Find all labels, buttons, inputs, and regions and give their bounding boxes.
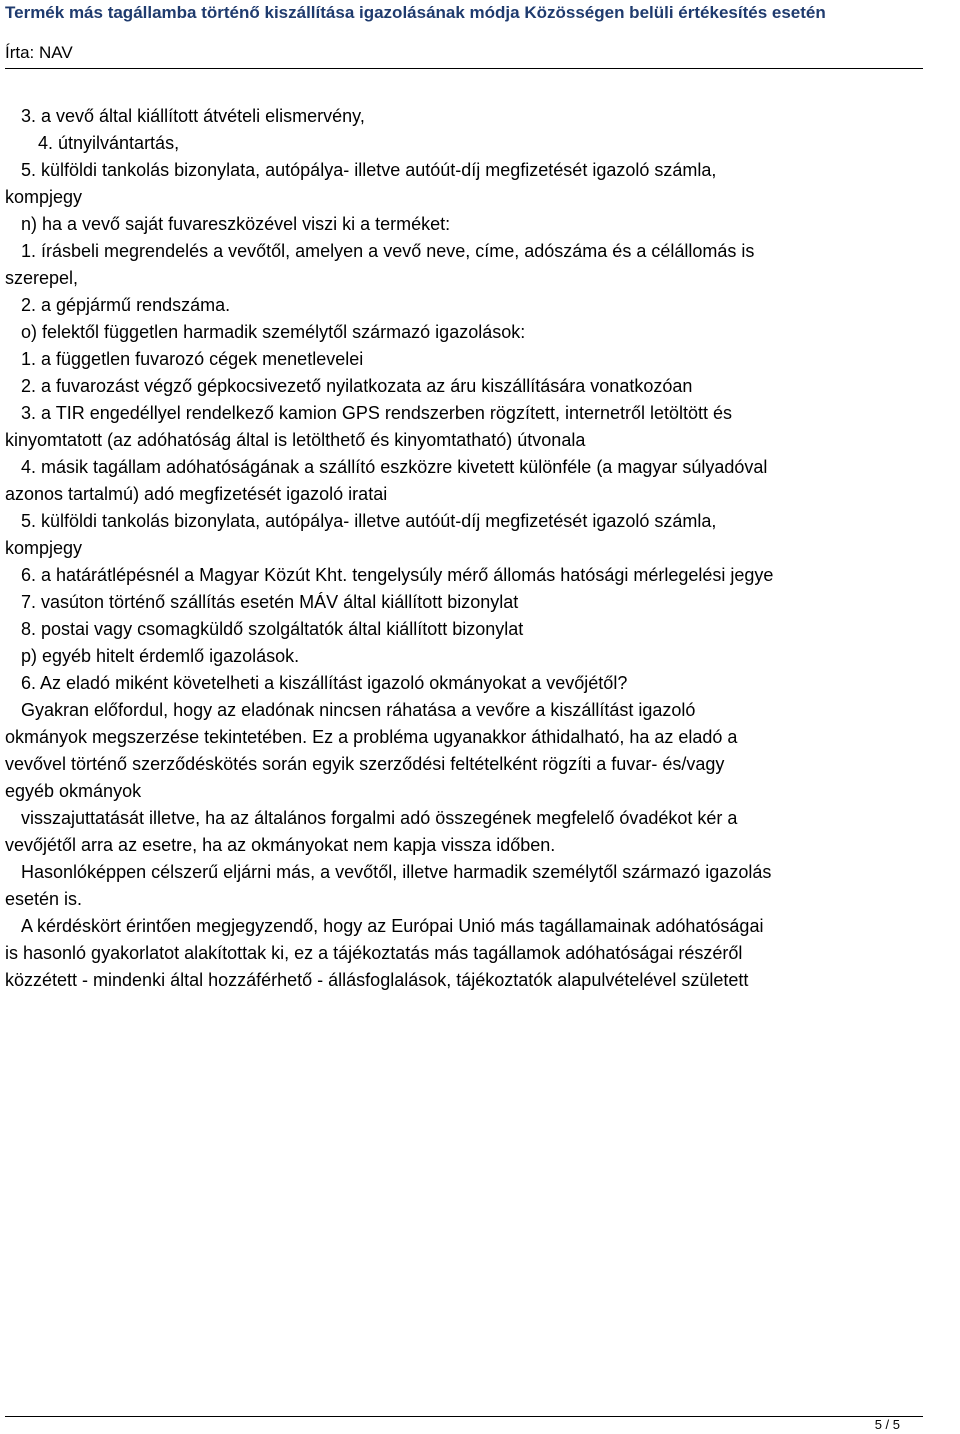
body-line: szerepel,: [5, 268, 79, 288]
body-line: p) egyéb hitelt érdemlő igazolások.: [21, 646, 300, 666]
body-line: 3. a TIR engedéllyel rendelkező kamion GPS rendszerben rögzített, internetről letöltött és: [21, 403, 733, 423]
body-line: vevővel történő szerződéskötés során egyik szerződési feltételként rögzíti a fuvar- és/vagy: [5, 754, 725, 774]
body-line: n) ha a vevő saját fuvareszközével viszi ki a terméket:: [21, 214, 451, 234]
section-question: 6. Az eladó miként követelheti a kiszállítást igazoló okmányokat a vevőjétől?: [21, 673, 628, 693]
body-line: egyéb okmányok: [5, 781, 142, 801]
body-line: esetén is.: [5, 889, 83, 909]
body-line: 6. a határátlépésnél a Magyar Közút Kht. tengelysúly mérő állomás hatósági mérlegelési jegye: [21, 565, 774, 585]
body-line: 2. a fuvarozást végző gépkocsivezető nyilatkozata az áru kiszállítására vonatkozóan: [21, 376, 693, 396]
body-line: Gyakran előfordul, hogy az eladónak nincsen ráhatása a vevőre a kiszállítást igazoló: [21, 700, 696, 720]
body-line: 1. írásbeli megrendelés a vevőtől, amelyen a vevő neve, címe, adószáma és a célállomás is: [21, 241, 755, 261]
document-body: [5, 103, 930, 994]
body-line: kinyomtatott (az adóhatóság által is letölthető és kinyomtatható) útvonala: [5, 430, 586, 450]
body-line: 3. a vevő által kiállított átvételi elismervény,: [21, 106, 365, 126]
body-line: A kérdéskört érintően megjegyzendő, hogy az Európai Unió más tagállamainak adóhatóságai: [21, 916, 764, 936]
body-line: o) felektől független harmadik személytől származó igazolások:: [21, 322, 526, 342]
body-line: kompjegy: [5, 538, 83, 558]
body-line: is hasonló gyakorlatot alakítottak ki, ez a tájékoztatás más tagállamok adóhatóságai részéről: [5, 943, 743, 963]
body-line: okmányok megszerzése tekintetében. Ez a probléma ugyanakkor áthidalható, ha az eladó a: [5, 727, 738, 747]
page-number: 5 / 5: [874, 1417, 900, 1432]
body-line: 4. másik tagállam adóhatóságának a szállító eszközre kivetett különféle (a magyar súlyadóval: [21, 457, 768, 477]
body-line: 8. postai vagy csomagküldő szolgáltatók által kiállított bizonylat: [21, 619, 524, 639]
body-line: 7. vasúton történő szállítás esetén MÁV által kiállított bizonylat: [21, 592, 519, 612]
body-line: 1. a független fuvarozó cégek menetlevelei: [21, 349, 364, 369]
body-line: 5. külföldi tankolás bizonylata, autópálya- illetve autóút-díj megfizetését igazoló számla,: [21, 160, 717, 180]
author-line: Írta: NAV: [5, 43, 73, 62]
body-line: 5. külföldi tankolás bizonylata, autópálya- illetve autóút-díj megfizetését igazoló számla,: [21, 511, 717, 531]
header-divider: [5, 68, 923, 69]
page-title: Termék más tagállamba történő kiszállítása igazolásának módja Közösségen belüli értékesítés esetén: [5, 3, 826, 22]
body-line: azonos tartalmú) adó megfizetését igazoló iratai: [5, 484, 388, 504]
footer-divider: [5, 1416, 923, 1417]
body-line: 4. útnyilvántartás,: [38, 133, 180, 153]
body-line: kompjegy: [5, 187, 83, 207]
body-line: Hasonlóképpen célszerű eljárni más, a vevőtől, illetve harmadik személytől származó igazolás: [21, 862, 772, 882]
body-line: vevőjétől arra az esetre, ha az okmányokat nem kapja vissza időben.: [5, 835, 556, 855]
body-line: közzétett - mindenki által hozzáférhető - állásfoglalások, tájékoztatók alapulvételével született: [5, 970, 749, 990]
body-line: visszajuttatását illetve, ha az általános forgalmi adó összegének megfelelő óvadékot kér a: [21, 808, 738, 828]
body-line: 2. a gépjármű rendszáma.: [21, 295, 231, 315]
